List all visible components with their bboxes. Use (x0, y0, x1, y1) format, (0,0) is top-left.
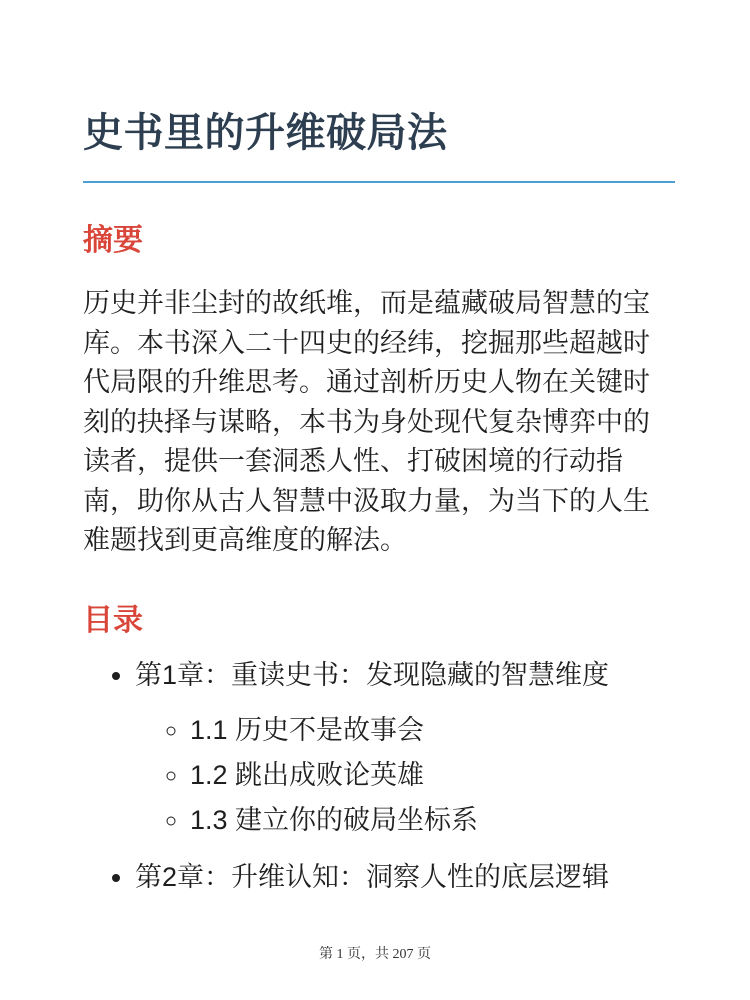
toc-list (83, 656, 675, 897)
toc-chapter-item (135, 858, 675, 897)
toc-subchapter-item: ◦ 1.3 建立你的破局坐标系 (190, 801, 675, 840)
toc-heading: 目录 (83, 603, 143, 637)
toc-chapter-label: 第2章：升维认知：洞察人性的底层逻辑 (135, 861, 610, 892)
toc-sublist (135, 711, 675, 840)
toc-chapter-item (135, 656, 675, 840)
page-footer: 第 1 页，共 207 页 (319, 947, 431, 962)
toc-subchapter-item: ◦ 1.1 历史不是故事会 (190, 711, 675, 750)
abstract-heading: 摘要 (83, 224, 143, 257)
abstract-paragraph: 历史并非尘封的故纸堆，而是蕴藏破局智慧的宝库。本书深入二十四史的经纬，挖掘那些超越时代局限的升维思考。通过剖析历史人物在关键时刻的抉择与谋略，本书为身处现代复杂博弈中的读者，提供一套洞悉人性、打破困境的行动指南，助你从古人智慧中汲取力量，为当下的人生难题找到更高维度的解法。 (83, 288, 650, 555)
page-title: 史书里的升维破局法 (83, 108, 675, 183)
toc-subchapter-item: ◦ 1.2 跳出成败论英雄 (190, 756, 675, 795)
toc-chapter-label: 第1章：重读史书：发现隐藏的智慧维度 (135, 659, 610, 690)
